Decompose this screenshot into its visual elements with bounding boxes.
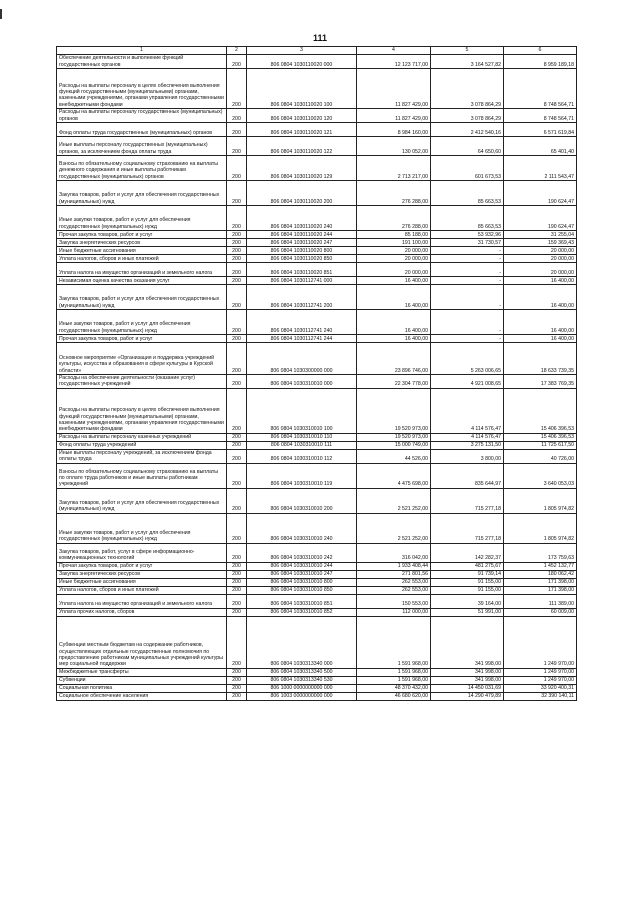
table-body — [57, 55, 577, 701]
executed-amount: - — [431, 263, 504, 277]
executed-amount: 39 164,00 — [431, 594, 504, 608]
row-name: Взносы по обязательному социальному страхованию на выплаты денежного содержания и иные выплаты работникам государственных (муниципальных) органов — [57, 156, 227, 181]
executed-amount: 601 673,53 — [431, 156, 504, 181]
approved-amount: 276 288,00 — [357, 206, 431, 231]
approved-amount: 2 521 252,00 — [357, 513, 431, 543]
row-name: Иные бюджетные ассигнования — [57, 578, 227, 586]
table-row — [57, 123, 577, 137]
executed-amount: - — [431, 277, 504, 285]
budget-classification-code: 806 0804 1030310010 242 — [247, 543, 357, 562]
budget-classification-code: 806 0804 1030310010 240 — [247, 513, 357, 543]
executed-amount: 715 277,18 — [431, 488, 504, 513]
budget-classification-code: 806 0804 1030310010 100 — [247, 388, 357, 433]
table-row — [57, 562, 577, 570]
executed-amount: 4 921 008,65 — [431, 375, 504, 389]
row-name: Прочая закупка товаров, работ и услуг — [57, 562, 227, 570]
row-name: Иные выплаты персоналу учреждений, за исключением фонда оплаты труда — [57, 449, 227, 463]
executed-amount: 91 739,14 — [431, 570, 504, 578]
budget-classification-code: 806 0804 1030310010 244 — [247, 562, 357, 570]
budget-classification-code: 806 0804 1030313340 530 — [247, 676, 357, 684]
executed-amount: 3 275 131,50 — [431, 441, 504, 449]
executed-amount: 142 282,37 — [431, 543, 504, 562]
row-name: Межбюджетные трансферты — [57, 668, 227, 676]
line-code: 200 — [227, 343, 247, 375]
row-name: Закупка товаров, работ и услуг для обеспечения государственных (муниципальных) нужд — [57, 181, 227, 206]
approved-amount: 46 680 620,00 — [357, 692, 431, 700]
unexecuted-amount: 33 920 400,31 — [504, 684, 577, 692]
unexecuted-amount: 11 725 617,50 — [504, 441, 577, 449]
column-header: 1 — [57, 47, 227, 55]
budget-classification-code: 806 0804 1030310010 112 — [247, 449, 357, 463]
unexecuted-amount: 1 805 974,82 — [504, 513, 577, 543]
table-row — [57, 156, 577, 181]
row-name: Иные закупки товаров, работ и услуг для обеспечения государственных (муниципальных) нужд — [57, 513, 227, 543]
table-row — [57, 488, 577, 513]
table-row — [57, 263, 577, 277]
approved-amount: 1 591 968,00 — [357, 616, 431, 668]
executed-amount: 85 663,53 — [431, 181, 504, 206]
line-code: 200 — [227, 69, 247, 109]
unexecuted-amount: 6 571 619,84 — [504, 123, 577, 137]
executed-amount: 31 730,57 — [431, 239, 504, 247]
row-name: Уплата налога на имущество организаций и земельного налога — [57, 594, 227, 608]
budget-classification-code: 806 0804 1030110020 120 — [247, 109, 357, 123]
line-code: 200 — [227, 616, 247, 668]
budget-classification-code: 806 0804 1030310010 800 — [247, 578, 357, 586]
table-row — [57, 55, 577, 69]
row-name: Иные выплаты персоналу государственных (муниципальных) органов, за исключением фонда оплаты труда — [57, 137, 227, 156]
line-code: 200 — [227, 449, 247, 463]
budget-classification-code: 806 0804 1030313340 000 — [247, 616, 357, 668]
budget-classification-code: 806 0804 1030110020 247 — [247, 239, 357, 247]
unexecuted-amount: 18 633 739,35 — [504, 343, 577, 375]
row-name: Уплата налогов, сборов и иных платежей — [57, 586, 227, 594]
line-code: 200 — [227, 123, 247, 137]
unexecuted-amount: 20 000,00 — [504, 247, 577, 255]
unexecuted-amount: 20 000,00 — [504, 255, 577, 263]
budget-classification-code: 806 0804 1030110020 800 — [247, 247, 357, 255]
table-row — [57, 247, 577, 255]
table-row — [57, 231, 577, 239]
approved-amount: 23 896 746,00 — [357, 343, 431, 375]
unexecuted-amount: 16 400,00 — [504, 310, 577, 335]
unexecuted-amount: 16 400,00 — [504, 277, 577, 285]
approved-amount: 2 521 252,00 — [357, 488, 431, 513]
unexecuted-amount: 16 400,00 — [504, 285, 577, 310]
line-code: 200 — [227, 441, 247, 449]
line-code: 200 — [227, 310, 247, 335]
executed-amount: 3 800,00 — [431, 449, 504, 463]
unexecuted-amount: 32 390 140,11 — [504, 692, 577, 700]
unexecuted-amount: 180 062,42 — [504, 570, 577, 578]
executed-amount: 2 412 540,16 — [431, 123, 504, 137]
budget-classification-code: 806 0804 1030110020 000 — [247, 55, 357, 69]
row-name: Расходы на выплаты персоналу государственных (муниципальных) органов — [57, 109, 227, 123]
approved-amount: 262 553,00 — [357, 578, 431, 586]
budget-classification-code: 806 0804 1030310010 247 — [247, 570, 357, 578]
budget-classification-code: 806 0804 1030310010 111 — [247, 441, 357, 449]
line-code: 200 — [227, 676, 247, 684]
approved-amount: 16 400,00 — [357, 335, 431, 343]
row-name: Основное мероприятие «Организация и поддержка учреждений культуры, искусства и образования в сфере культуры в Курской области» — [57, 343, 227, 375]
line-code: 200 — [227, 109, 247, 123]
executed-amount: - — [431, 285, 504, 310]
line-code: 200 — [227, 263, 247, 277]
unexecuted-amount: 65 401,40 — [504, 137, 577, 156]
approved-amount: 20 000,00 — [357, 255, 431, 263]
unexecuted-amount: 3 640 053,03 — [504, 463, 577, 488]
line-code: 200 — [227, 156, 247, 181]
budget-classification-code: 806 0804 1030112741 000 — [247, 277, 357, 285]
row-name: Закупка энергетических ресурсов — [57, 570, 227, 578]
unexecuted-amount: 111 389,00 — [504, 594, 577, 608]
budget-classification-code: 806 0804 1030310010 850 — [247, 586, 357, 594]
table-row — [57, 343, 577, 375]
approved-amount: 20 000,00 — [357, 263, 431, 277]
table-row — [57, 335, 577, 343]
line-code: 200 — [227, 375, 247, 389]
unexecuted-amount: 40 726,00 — [504, 449, 577, 463]
table-row — [57, 513, 577, 543]
row-name: Прочая закупка товаров, работ и услуг — [57, 335, 227, 343]
budget-classification-code: 806 0804 1030112741 240 — [247, 310, 357, 335]
unexecuted-amount: 17 383 769,35 — [504, 375, 577, 389]
table-row — [57, 463, 577, 488]
column-header: 4 — [357, 47, 431, 55]
table-row — [57, 285, 577, 310]
row-name: Независимая оценка качества оказания услуг — [57, 277, 227, 285]
table-row — [57, 543, 577, 562]
line-code: 200 — [227, 181, 247, 206]
column-header: 5 — [431, 47, 504, 55]
line-code: 200 — [227, 247, 247, 255]
approved-amount: 48 370 432,00 — [357, 684, 431, 692]
executed-amount: 85 663,53 — [431, 206, 504, 231]
table-row — [57, 388, 577, 433]
line-code: 200 — [227, 463, 247, 488]
executed-amount: 341 998,00 — [431, 676, 504, 684]
row-name: Уплата прочих налогов, сборов — [57, 608, 227, 616]
unexecuted-amount: 171 398,00 — [504, 586, 577, 594]
budget-classification-code: 806 0804 1030110020 850 — [247, 255, 357, 263]
unexecuted-amount: 190 624,47 — [504, 181, 577, 206]
line-code: 200 — [227, 137, 247, 156]
executed-amount: 3 078 864,29 — [431, 69, 504, 109]
budget-classification-code: 806 0804 1030110020 129 — [247, 156, 357, 181]
line-code: 200 — [227, 684, 247, 692]
approved-amount: 1 933 408,44 — [357, 562, 431, 570]
line-code: 200 — [227, 206, 247, 231]
table-row — [57, 608, 577, 616]
unexecuted-amount: 8 748 564,71 — [504, 69, 577, 109]
budget-classification-code: 806 0804 1030313340 500 — [247, 668, 357, 676]
row-name: Обеспечение деятельности и выполнение функций государственных органов — [57, 55, 227, 69]
approved-amount: 271 801,56 — [357, 570, 431, 578]
line-code: 200 — [227, 488, 247, 513]
table-row — [57, 449, 577, 463]
approved-amount: 85 188,00 — [357, 231, 431, 239]
approved-amount: 16 400,00 — [357, 285, 431, 310]
page-number: 111 — [312, 33, 328, 43]
approved-amount: 316 042,00 — [357, 543, 431, 562]
executed-amount: 715 277,18 — [431, 513, 504, 543]
approved-amount: 130 052,00 — [357, 137, 431, 156]
executed-amount: 64 650,60 — [431, 137, 504, 156]
column-number-header — [57, 47, 577, 55]
executed-amount: 91 155,00 — [431, 578, 504, 586]
approved-amount: 11 827 429,00 — [357, 69, 431, 109]
line-code: 200 — [227, 335, 247, 343]
executed-amount: 5 263 006,65 — [431, 343, 504, 375]
budget-classification-code: 806 0804 1030300000 000 — [247, 343, 357, 375]
line-code: 200 — [227, 594, 247, 608]
row-name: Расходы на выплаты персоналу казенных учреждений — [57, 433, 227, 441]
line-code: 200 — [227, 578, 247, 586]
unexecuted-amount: 15 406 396,53 — [504, 388, 577, 433]
approved-amount: 11 827 429,00 — [357, 109, 431, 123]
unexecuted-amount: 31 255,04 — [504, 231, 577, 239]
table-row — [57, 181, 577, 206]
budget-classification-code: 806 0804 1030110020 200 — [247, 181, 357, 206]
column-header: 3 — [247, 47, 357, 55]
budget-classification-code: 806 0804 1030110020 122 — [247, 137, 357, 156]
table-row — [57, 692, 577, 700]
row-name: Расходы на выплаты персоналу в целях обеспечения выполнения функций государственными (муниципальными) органами, казенными учреждениями, органами управления государственными внебюджетными фондами — [57, 69, 227, 109]
budget-classification-code: 806 1000 0000000000 000 — [247, 684, 357, 692]
executed-amount: 4 114 576,47 — [431, 388, 504, 433]
approved-amount: 2 713 217,00 — [357, 156, 431, 181]
row-name: Иные бюджетные ассигнования — [57, 247, 227, 255]
row-name: Закупка товаров, работ и услуг для обеспечения государственных (муниципальных) нужд — [57, 285, 227, 310]
budget-classification-code: 806 0804 1030112741 200 — [247, 285, 357, 310]
table-row — [57, 69, 577, 109]
line-code: 200 — [227, 668, 247, 676]
executed-amount: 14 290 479,89 — [431, 692, 504, 700]
unexecuted-amount: 1 805 974,82 — [504, 488, 577, 513]
row-name: Социальная политика — [57, 684, 227, 692]
budget-classification-code: 806 0804 1030110020 851 — [247, 263, 357, 277]
table-row — [57, 570, 577, 578]
table-row — [57, 441, 577, 449]
approved-amount: 12 123 717,00 — [357, 55, 431, 69]
table-row — [57, 616, 577, 668]
executed-amount: 4 114 576,47 — [431, 433, 504, 441]
budget-classification-code: 806 0804 1030310010 200 — [247, 488, 357, 513]
executed-amount: - — [431, 247, 504, 255]
table-row — [57, 433, 577, 441]
line-code: 200 — [227, 255, 247, 263]
row-name: Прочая закупка товаров, работ и услуг — [57, 231, 227, 239]
row-name: Уплата налогов, сборов и иных платежей — [57, 255, 227, 263]
approved-amount: 22 304 778,00 — [357, 375, 431, 389]
table-row — [57, 684, 577, 692]
row-name: Закупка энергетических ресурсов — [57, 239, 227, 247]
table-row — [57, 310, 577, 335]
executed-amount: 835 644,97 — [431, 463, 504, 488]
table-row — [57, 375, 577, 389]
table-row — [57, 206, 577, 231]
line-code: 200 — [227, 543, 247, 562]
line-code: 200 — [227, 388, 247, 433]
approved-amount: 191 100,00 — [357, 239, 431, 247]
row-name: Социальное обеспечение населения — [57, 692, 227, 700]
approved-amount: 15 000 749,00 — [357, 441, 431, 449]
executed-amount: 53 932,96 — [431, 231, 504, 239]
budget-execution-table — [56, 46, 577, 701]
unexecuted-amount: 171 398,00 — [504, 578, 577, 586]
table-row — [57, 668, 577, 676]
budget-classification-code: 806 0804 1030110020 244 — [247, 231, 357, 239]
table-row — [57, 578, 577, 586]
approved-amount: 1 591 968,00 — [357, 676, 431, 684]
table-row — [57, 137, 577, 156]
approved-amount: 262 553,00 — [357, 586, 431, 594]
approved-amount: 19 520 973,00 — [357, 388, 431, 433]
line-code: 200 — [227, 285, 247, 310]
line-code: 200 — [227, 277, 247, 285]
unexecuted-amount: 60 009,00 — [504, 608, 577, 616]
executed-amount: 14 450 031,69 — [431, 684, 504, 692]
row-name: Субвенции местным бюджетам на содержание работников, осуществляющих отдельные государственные полномочия по предоставлению работникам муниципальных учреждений культуры мер социальной поддержки — [57, 616, 227, 668]
row-name: Взносы по обязательному социальному страхованию на выплаты по оплате труда работников и иные выплаты работникам учреждений — [57, 463, 227, 488]
line-code: 200 — [227, 586, 247, 594]
budget-classification-code: 806 0804 1030310010 851 — [247, 594, 357, 608]
executed-amount: 91 155,00 — [431, 586, 504, 594]
row-name: Расходы на выплаты персоналу в целях обеспечения выполнения функций государственными (муниципальными) органами, казенными учреждениями, органами управления государственными внебюджетными фондами — [57, 388, 227, 433]
approved-amount: 16 400,00 — [357, 310, 431, 335]
approved-amount: 4 475 698,00 — [357, 463, 431, 488]
table-row — [57, 594, 577, 608]
line-code: 200 — [227, 692, 247, 700]
approved-amount: 8 984 160,00 — [357, 123, 431, 137]
budget-classification-code: 806 0804 1030310010 000 — [247, 375, 357, 389]
table-row — [57, 239, 577, 247]
row-name: Фонд оплаты труда государственных (муниципальных) органов — [57, 123, 227, 137]
row-name: Уплата налога на имущество организаций и земельного налога — [57, 263, 227, 277]
table-row — [57, 586, 577, 594]
line-code: 200 — [227, 55, 247, 69]
line-code: 200 — [227, 513, 247, 543]
approved-amount: 276 288,00 — [357, 181, 431, 206]
budget-classification-code: 806 0804 1030112741 244 — [247, 335, 357, 343]
approved-amount: 112 000,00 — [357, 608, 431, 616]
executed-amount: 3 078 864,29 — [431, 109, 504, 123]
budget-classification-code: 806 0804 1030310010 852 — [247, 608, 357, 616]
approved-amount: 44 526,00 — [357, 449, 431, 463]
line-code: 200 — [227, 562, 247, 570]
unexecuted-amount: 20 000,00 — [504, 263, 577, 277]
executed-amount: 481 275,67 — [431, 562, 504, 570]
row-name: Субвенции — [57, 676, 227, 684]
line-code: 200 — [227, 239, 247, 247]
row-name: Иные закупки товаров, работ и услуг для обеспечения государственных (муниципальных) нужд — [57, 206, 227, 231]
table-row — [57, 109, 577, 123]
budget-classification-code: 806 0804 1030310010 110 — [247, 433, 357, 441]
table-row — [57, 255, 577, 263]
unexecuted-amount: 159 369,43 — [504, 239, 577, 247]
executed-amount: 3 164 527,82 — [431, 55, 504, 69]
executed-amount: 341 998,00 — [431, 616, 504, 668]
executed-amount: - — [431, 255, 504, 263]
approved-amount: 20 000,00 — [357, 247, 431, 255]
executed-amount: 51 991,00 — [431, 608, 504, 616]
unexecuted-amount: 15 406 396,53 — [504, 433, 577, 441]
table-row — [57, 676, 577, 684]
scan-edge-mark — [0, 9, 2, 19]
unexecuted-amount: 1 249 970,00 — [504, 676, 577, 684]
executed-amount: 341 998,00 — [431, 668, 504, 676]
executed-amount: - — [431, 310, 504, 335]
approved-amount: 1 591 968,00 — [357, 668, 431, 676]
row-name: Закупка товаров, работ и услуг для обеспечения государственных (муниципальных) нужд — [57, 488, 227, 513]
budget-classification-code: 806 0804 1030110020 100 — [247, 69, 357, 109]
approved-amount: 150 553,00 — [357, 594, 431, 608]
row-name: Закупка товаров, работ, услуг в сфере информационно-коммуникационных технологий — [57, 543, 227, 562]
table-row — [57, 277, 577, 285]
budget-classification-code: 806 0804 1030110020 121 — [247, 123, 357, 137]
executed-amount: - — [431, 335, 504, 343]
line-code: 200 — [227, 433, 247, 441]
budget-classification-code: 806 0804 1030110020 240 — [247, 206, 357, 231]
budget-classification-code: 806 0804 1030310010 119 — [247, 463, 357, 488]
row-name: Фонд оплаты труда учреждений — [57, 441, 227, 449]
line-code: 200 — [227, 570, 247, 578]
budget-classification-code: 806 1003 0000000000 000 — [247, 692, 357, 700]
unexecuted-amount: 190 624,47 — [504, 206, 577, 231]
unexecuted-amount: 173 759,63 — [504, 543, 577, 562]
line-code: 200 — [227, 608, 247, 616]
column-header: 6 — [504, 47, 577, 55]
row-name: Иные закупки товаров, работ и услуг для обеспечения государственных (муниципальных) нужд — [57, 310, 227, 335]
approved-amount: 19 520 973,00 — [357, 433, 431, 441]
unexecuted-amount: 16 400,00 — [504, 335, 577, 343]
unexecuted-amount: 1 249 970,00 — [504, 668, 577, 676]
row-name: Расходы на обеспечение деятельности (оказание услуг) государственных учреждений — [57, 375, 227, 389]
unexecuted-amount: 1 452 132,77 — [504, 562, 577, 570]
unexecuted-amount: 2 111 543,47 — [504, 156, 577, 181]
unexecuted-amount: 1 249 970,00 — [504, 616, 577, 668]
line-code: 200 — [227, 231, 247, 239]
approved-amount: 16 400,00 — [357, 277, 431, 285]
unexecuted-amount: 8 748 564,71 — [504, 109, 577, 123]
unexecuted-amount: 8 959 189,18 — [504, 55, 577, 69]
column-header: 2 — [227, 47, 247, 55]
